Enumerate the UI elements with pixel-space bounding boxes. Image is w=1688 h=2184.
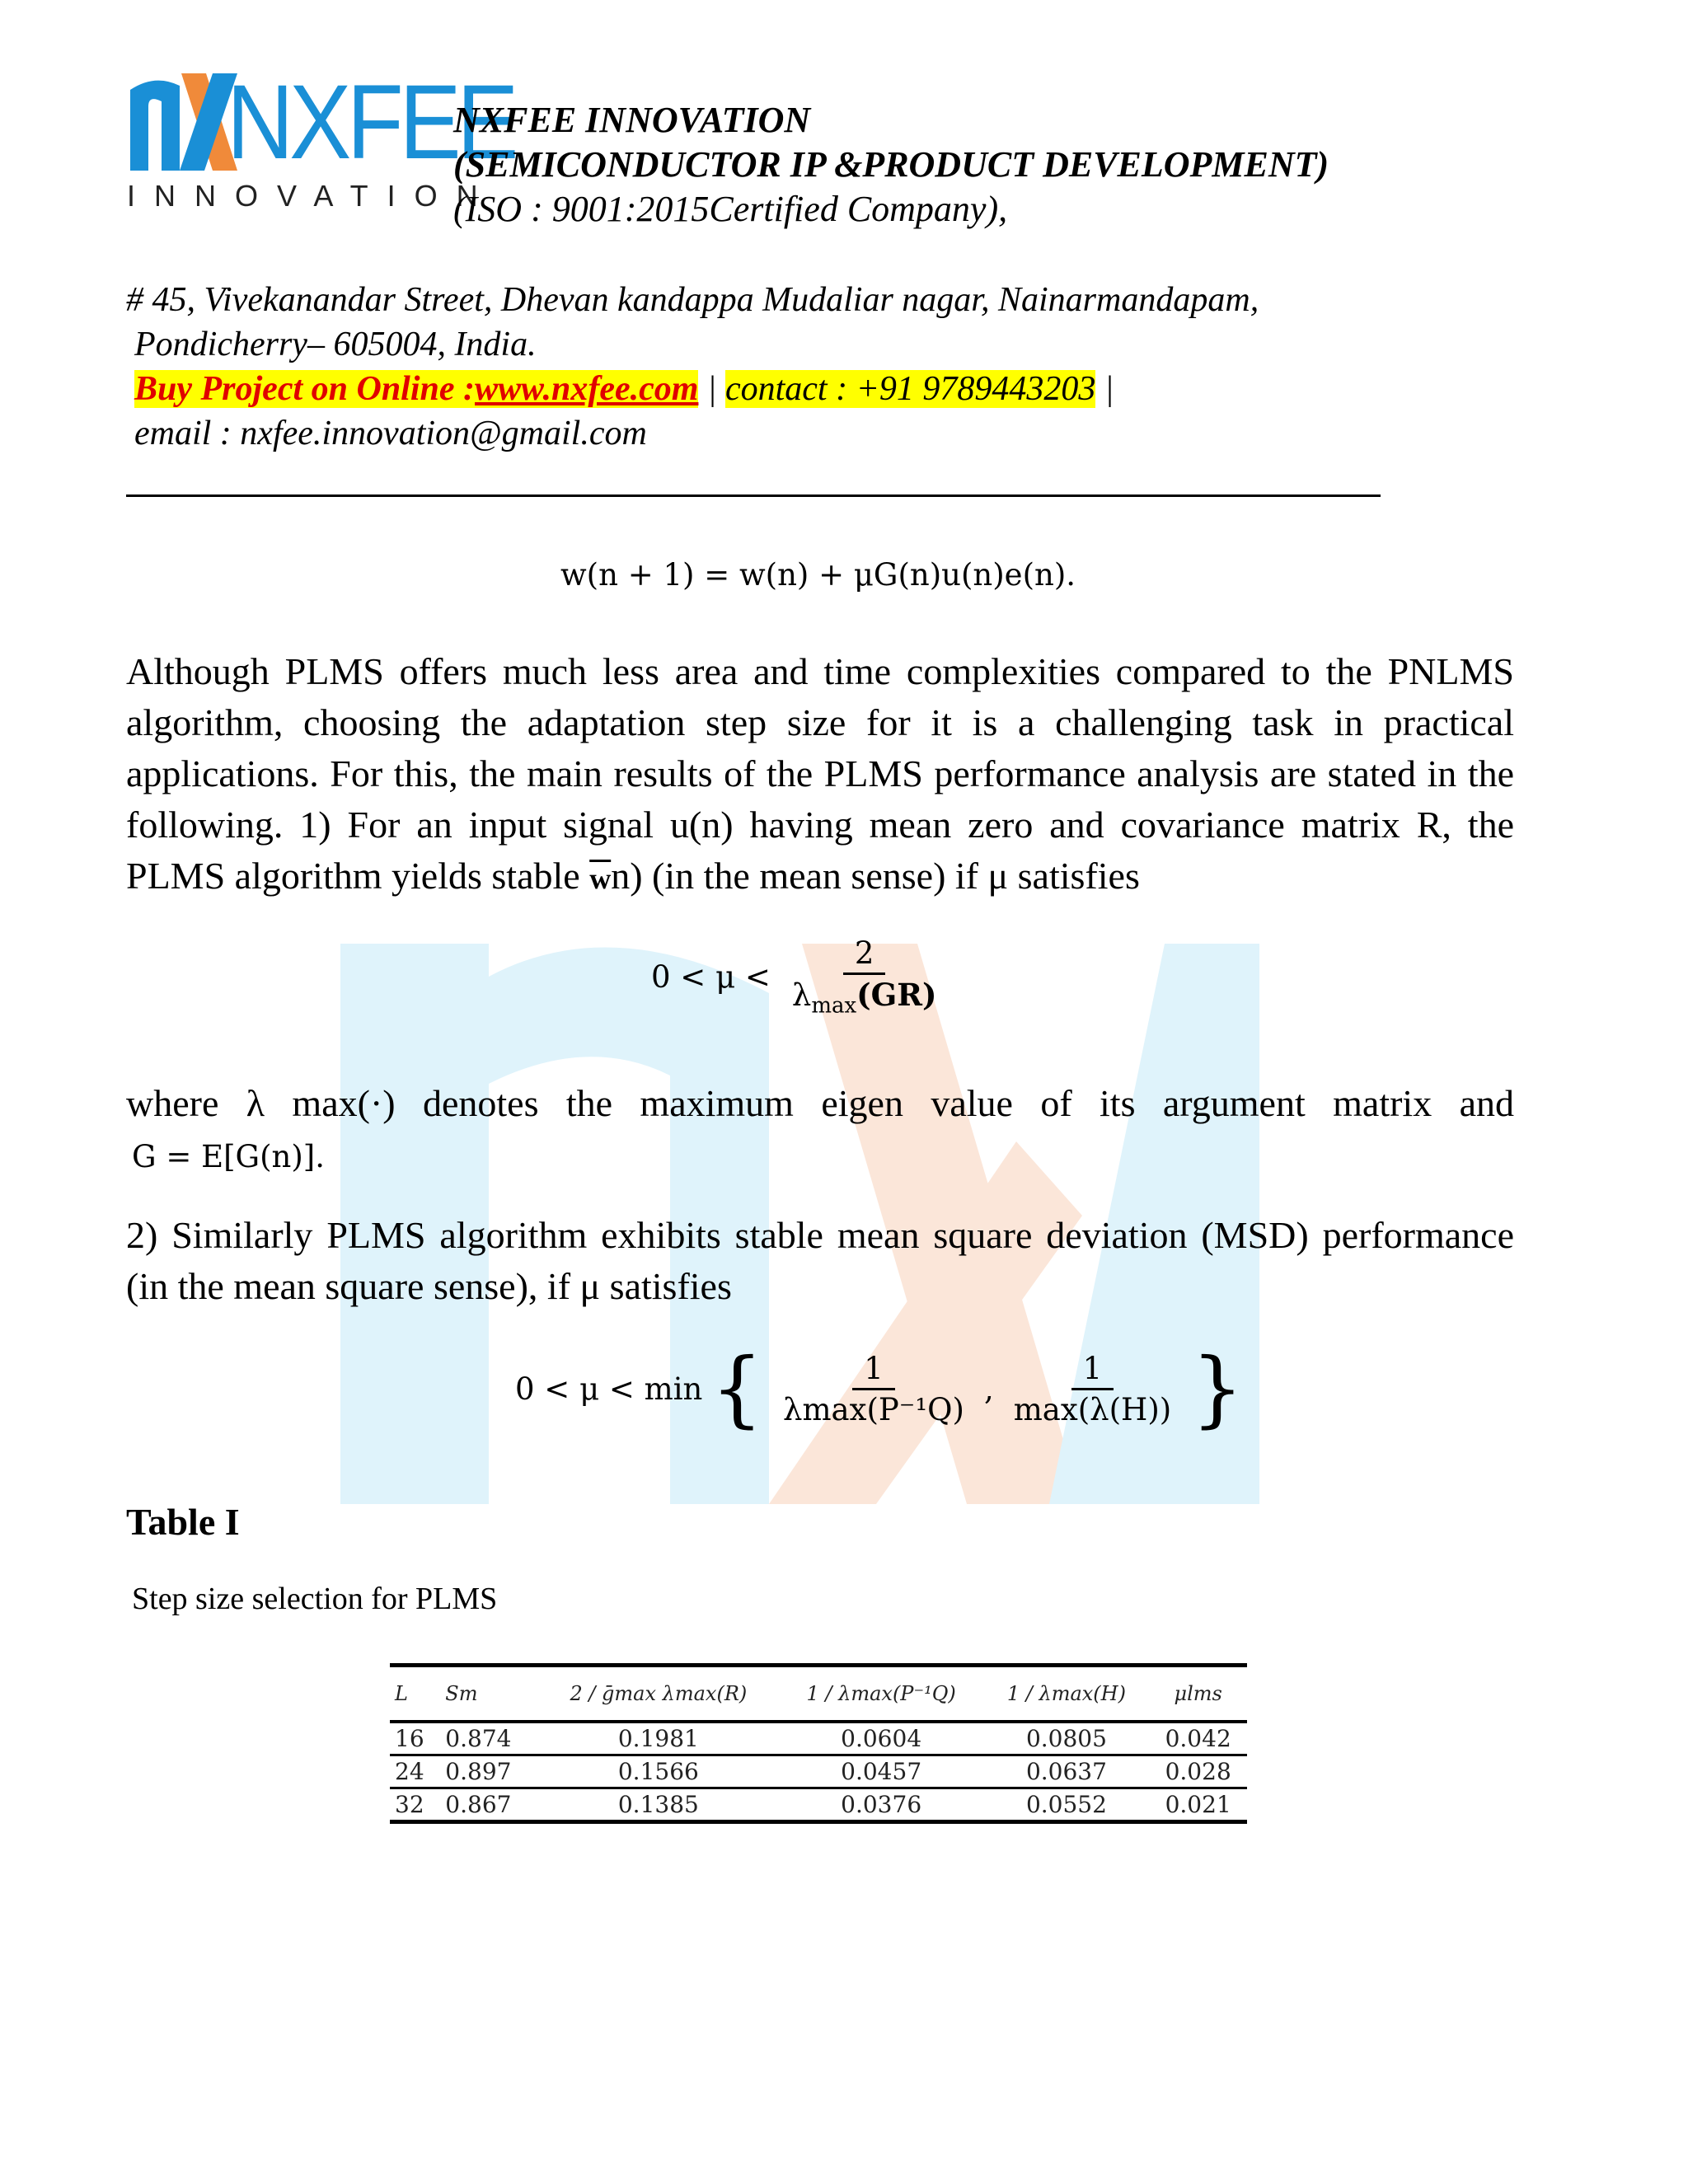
line-text: PLMS algorithm yields stable (126, 855, 580, 897)
paragraph-line: Although PLMS offers much less area and time complexities compared to the PNLMS (126, 650, 1514, 692)
line-text: n) (in the mean sense) if μ satisfies (611, 855, 1140, 897)
table-cell: 0.897 (445, 1758, 512, 1785)
paragraph-line: where λ max(·) denotes the maximum eigen value of its argument matrix and (126, 1082, 1514, 1124)
logo-wordmark: NXFEE (227, 63, 515, 181)
table-cell: 0.1566 (617, 1758, 699, 1785)
header-cell: L (395, 1682, 408, 1705)
fraction-denominator: max(λ(H)) (1013, 1391, 1172, 1427)
table-cell: 24 (395, 1758, 424, 1785)
msd-stability-equation (515, 1340, 1244, 1436)
paragraph-line: algorithm, choosing the adaptation step size for it is a challenging task in practical (126, 701, 1514, 743)
paragraph-line: (in the mean square sense), if μ satisfies (126, 1265, 732, 1307)
header-cell: Sm (445, 1682, 478, 1705)
buy-project-label: Buy Project on Online : (134, 370, 476, 408)
separator: | (1104, 370, 1114, 408)
header-cell: 1 / λmax(P⁻¹Q) (806, 1682, 956, 1705)
contact-phone: contact : +91 9789443203 (724, 370, 1096, 408)
contact-line (134, 368, 1114, 410)
header-cell: 2 / ḡmax λmax(R) (570, 1682, 748, 1705)
company-logo (124, 63, 515, 227)
table-cell: 0.028 (1165, 1758, 1231, 1785)
paragraph-intro (126, 646, 1514, 904)
equation-lhs: 0 < μ < (651, 958, 771, 995)
table-cell: 0.0376 (841, 1791, 922, 1818)
table-header-row (390, 1666, 1247, 1722)
update-equation: w(n + 1) = w(n) + μG(n)u(n)e(n). (560, 557, 1076, 593)
logo-subtitle: INNOVATION (127, 179, 497, 213)
equation-fraction (781, 935, 949, 1018)
left-brace: { (710, 1340, 764, 1436)
lambda-symbol: λ (791, 977, 812, 1013)
table-row (390, 1788, 1247, 1822)
paragraph-line (126, 851, 1514, 904)
header-cell: μlms (1174, 1682, 1222, 1705)
equation-lhs: 0 < μ < min (515, 1371, 703, 1407)
table-cell: 0.021 (1165, 1791, 1231, 1818)
address-line-2: Pondicherry– 605004, India. (134, 326, 537, 363)
header-divider (126, 494, 1381, 497)
fraction-numerator: 1 (1071, 1351, 1114, 1390)
company-certification: (ISO : 9001:2015Certified Company), (453, 189, 1008, 229)
table-cell: 0.874 (445, 1725, 512, 1752)
separator: | (706, 370, 717, 408)
equation-fraction (771, 1351, 976, 1427)
table-title: Table I (126, 1501, 240, 1543)
table-cell: 0.0604 (841, 1725, 922, 1752)
paragraph-lambda (126, 1078, 1514, 1129)
table-cell: 16 (395, 1725, 424, 1752)
header-cell: 1 / λmax(H) (1006, 1682, 1126, 1705)
company-name: NXFEE INNOVATION (453, 100, 811, 140)
table-cell: 0.042 (1165, 1725, 1231, 1752)
table-cell: 0.0552 (1025, 1791, 1107, 1818)
right-brace: } (1191, 1340, 1244, 1436)
mean-stability-equation (651, 935, 949, 1018)
table-cell: 32 (395, 1791, 424, 1818)
address-line-1: # 45, Vivekanandar Street, Dhevan kandappa Mudaliar nagar, Nainarmandapam, (126, 281, 1259, 319)
nx-mark-icon (130, 73, 237, 171)
company-division: (SEMICONDUCTOR IP &PRODUCT DEVELOPMENT) (453, 144, 1329, 185)
g-bar-equation: G = E[G(n)]. (132, 1139, 325, 1174)
email-line: email : nxfee.innovation@gmail.com (134, 415, 647, 452)
fraction-numerator: 1 (852, 1351, 895, 1390)
paragraph-line: following. 1) For an input signal u(n) having mean zero and covariance matrix R, the (126, 804, 1514, 846)
table-caption: Step size selection for PLMS (132, 1582, 498, 1616)
max-subscript: max (811, 993, 857, 1019)
table-cell: 0.0457 (841, 1758, 922, 1785)
comma: , (983, 1371, 994, 1407)
table-cell: 0.1385 (617, 1791, 699, 1818)
equation-fraction (1002, 1351, 1183, 1427)
fraction-denominator (781, 975, 949, 1018)
step-size-table (390, 1663, 1247, 1824)
table-cell: 0.0637 (1025, 1758, 1107, 1785)
gr-argument: (GR) (856, 977, 937, 1013)
website-link[interactable]: www.nxfee.com (475, 370, 699, 408)
table-row (390, 1755, 1247, 1788)
paragraph-msd (126, 1210, 1514, 1312)
table-cell: 0.1981 (617, 1725, 699, 1752)
fraction-numerator: 2 (843, 935, 886, 975)
table-cell: 0.0805 (1025, 1725, 1107, 1752)
table-row (390, 1722, 1247, 1755)
w-bar-symbol: $\overline{w}$ (589, 862, 612, 895)
fraction-denominator: λmax(P⁻¹Q) (783, 1391, 964, 1427)
paragraph-line: applications. For this, the main results of the PLMS performance analysis are stated in the (126, 752, 1514, 794)
table-cell: 0.867 (445, 1791, 512, 1818)
paragraph-line: 2) Similarly PLMS algorithm exhibits stable mean square deviation (MSD) performance (126, 1214, 1514, 1256)
